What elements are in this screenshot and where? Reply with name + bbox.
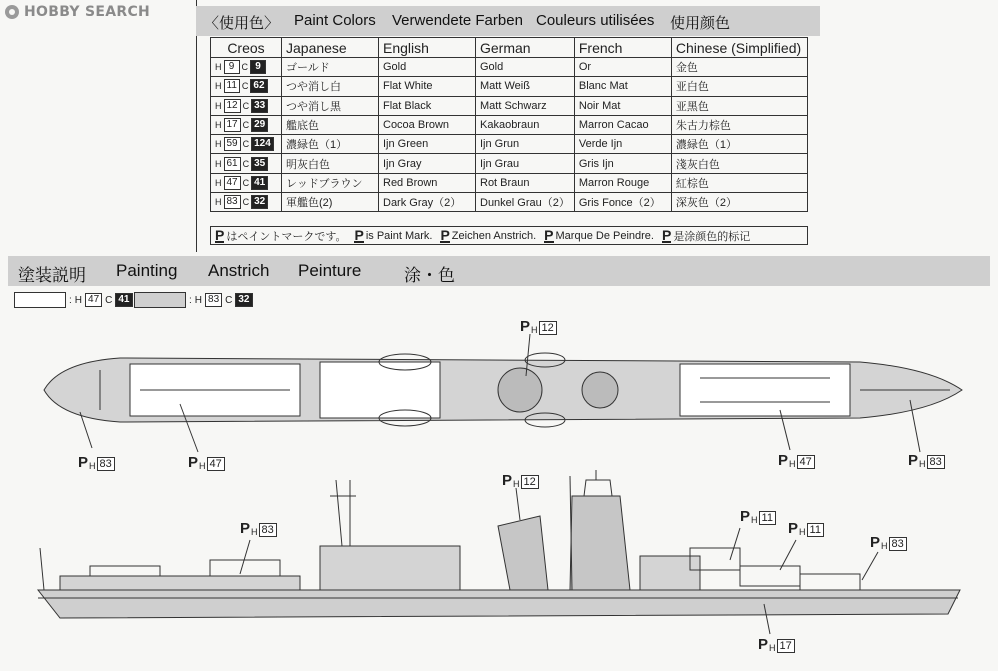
h-code: 9 xyxy=(224,60,240,74)
h-prefix: H xyxy=(215,139,222,150)
german-cell: Kakaobraun xyxy=(476,115,575,134)
paint-callout xyxy=(778,452,815,469)
english-cell: Flat White xyxy=(379,77,476,96)
chinese-cell: 亚白色 xyxy=(671,77,807,96)
german-cell: Matt Schwarz xyxy=(476,96,575,115)
col-german: German xyxy=(476,38,575,58)
ship-side-view xyxy=(38,470,960,634)
callout-number: 83 xyxy=(97,457,115,471)
callout-number: 83 xyxy=(927,455,945,469)
chinese-cell: 朱古力棕色 xyxy=(671,115,807,134)
h-prefix: H xyxy=(199,461,206,471)
h-prefix: H xyxy=(789,459,796,469)
h-prefix: H xyxy=(919,459,926,469)
c-prefix: C xyxy=(242,120,250,131)
h-prefix: H xyxy=(215,62,222,73)
legend-en: is Paint Mark. xyxy=(365,229,433,242)
h-prefix: H xyxy=(513,479,520,489)
callout-number: 83 xyxy=(259,523,277,537)
french-cell: Gris Ijn xyxy=(574,154,671,173)
h-code: 12 xyxy=(224,99,241,113)
c-code: 62 xyxy=(250,79,267,93)
h-prefix: H xyxy=(881,541,888,551)
callout-number: 11 xyxy=(807,523,824,537)
german-cell: Gold xyxy=(476,58,575,77)
japanese-cell: つや消し白 xyxy=(282,77,379,96)
paint-callout xyxy=(758,636,795,653)
paint-mark-icon: P xyxy=(544,226,554,243)
paint-mark-icon: P xyxy=(440,226,450,243)
paint-callout xyxy=(240,520,277,537)
painting-title-jp: 塗装説明 xyxy=(18,266,86,285)
title-fr: Couleurs utilisées xyxy=(536,12,655,29)
c-code: 32 xyxy=(235,293,252,307)
japanese-cell: 濃緑色（1） xyxy=(282,135,379,154)
german-cell: Matt Weiß xyxy=(476,77,575,96)
h-prefix: H xyxy=(531,325,538,335)
english-cell: Flat Black xyxy=(379,96,476,115)
chinese-cell: 紅棕色 xyxy=(671,173,807,192)
paint-mark-icon: P xyxy=(520,318,531,335)
c-code: 41 xyxy=(251,176,268,190)
swatch-legend-1: : H 47 C 41 xyxy=(14,292,133,308)
german-cell: Rot Braun xyxy=(476,173,575,192)
callout-number: 47 xyxy=(207,457,225,471)
paint-callout xyxy=(870,534,907,551)
french-cell: Verde Ijn xyxy=(574,135,671,154)
h-prefix: H xyxy=(799,527,806,537)
c-prefix: C xyxy=(241,81,249,92)
h-code: 47 xyxy=(85,293,102,307)
paint-callout xyxy=(788,520,824,537)
chinese-cell: 金色 xyxy=(671,58,807,77)
c-prefix: C xyxy=(242,197,250,208)
paint-mark-icon: P xyxy=(870,534,881,551)
english-cell: Ijn Green xyxy=(379,135,476,154)
paint-callout xyxy=(502,472,539,489)
c-code: 41 xyxy=(115,293,132,307)
paint-mark-icon: P xyxy=(188,454,199,471)
c-prefix: C xyxy=(242,158,250,169)
callout-number: 11 xyxy=(759,511,776,525)
french-cell: Gris Fonce（2） xyxy=(574,193,671,212)
col-creos: Creos xyxy=(211,38,282,58)
c-prefix: C xyxy=(242,177,250,188)
legend-cn: 是涂颜色的标记 xyxy=(673,230,751,243)
paint-mark-icon: P xyxy=(502,472,513,489)
chinese-cell: 亚黑色 xyxy=(671,96,807,115)
painting-title-fr: Peinture xyxy=(298,261,362,280)
paint-callout xyxy=(908,452,945,469)
legend-jp: はペイントマークです。 xyxy=(226,230,347,243)
japanese-cell: ゴールド xyxy=(282,58,379,77)
h-prefix: H xyxy=(215,120,222,131)
h-code: 83 xyxy=(205,293,222,307)
painting-title-cn: 涂・色 xyxy=(404,266,455,285)
callout-number: 12 xyxy=(521,475,539,489)
c-code: 124 xyxy=(251,137,274,151)
paint-mark-icon: P xyxy=(78,454,89,471)
japanese-cell: レッドブラウン xyxy=(282,173,379,192)
col-french: French xyxy=(574,38,671,58)
french-cell: Marron Cacao xyxy=(574,115,671,134)
c-prefix: C xyxy=(241,62,248,73)
h-code: 17 xyxy=(224,118,241,132)
swatch-legend-2: : H 83 C 32 xyxy=(134,292,253,308)
c-prefix: C xyxy=(242,139,250,150)
c-prefix: C xyxy=(225,294,233,306)
paint-callout xyxy=(78,454,115,471)
h-prefix: H xyxy=(194,294,203,306)
callout-number: 83 xyxy=(889,537,907,551)
h-prefix: H xyxy=(89,461,96,471)
paint-mark-icon: P xyxy=(758,636,769,653)
c-code: 29 xyxy=(251,118,268,132)
english-cell: Gold xyxy=(379,58,476,77)
english-cell: Red Brown xyxy=(379,173,476,192)
legend-de: Zeichen Anstrich. xyxy=(451,229,537,242)
chinese-cell: 濃緑色（1） xyxy=(671,135,807,154)
c-code: 32 xyxy=(251,195,268,209)
title-de: Verwendete Farben xyxy=(392,12,523,29)
german-cell: Ijn Grun xyxy=(476,135,575,154)
c-prefix: C xyxy=(242,100,250,111)
paint-mark-icon: P xyxy=(354,226,364,243)
col-japanese: Japanese xyxy=(282,38,379,58)
c-prefix: C xyxy=(105,294,113,306)
title-jp: 〈使用色〉 xyxy=(204,15,280,32)
title-cn: 使用颜色 xyxy=(670,15,731,32)
h-code: 61 xyxy=(224,157,241,171)
col-english: English xyxy=(379,38,476,58)
chinese-cell: 淺灰白色 xyxy=(671,154,807,173)
french-cell: Or xyxy=(574,58,671,77)
french-cell: Noir Mat xyxy=(574,96,671,115)
watermark-text: HOBBY SEARCH xyxy=(24,4,151,20)
c-code: 9 xyxy=(250,60,266,74)
painting-title-en: Painting xyxy=(116,261,178,280)
japanese-cell: 軍艦色(2) xyxy=(282,193,379,212)
h-prefix: H xyxy=(751,515,758,525)
english-cell: Cocoa Brown xyxy=(379,115,476,134)
title-en: Paint Colors xyxy=(294,12,376,29)
paint-mark-icon: P xyxy=(740,508,751,525)
h-prefix: H xyxy=(215,177,222,188)
painting-title-de: Anstrich xyxy=(208,261,270,280)
c-code: 35 xyxy=(251,157,268,171)
callout-number: 17 xyxy=(777,639,795,653)
german-cell: Ijn Grau xyxy=(476,154,575,173)
h-prefix: H xyxy=(251,527,258,537)
c-code: 33 xyxy=(251,99,268,113)
english-cell: Ijn Gray xyxy=(379,154,476,173)
chinese-cell: 深灰色（2） xyxy=(671,193,807,212)
japanese-cell: つや消し黒 xyxy=(282,96,379,115)
french-cell: Marron Rouge xyxy=(574,173,671,192)
callout-number: 12 xyxy=(539,321,557,335)
h-prefix: H xyxy=(215,158,222,169)
paint-callout xyxy=(188,454,225,471)
h-prefix: H xyxy=(215,100,222,111)
paint-callout xyxy=(740,508,776,525)
paint-mark-icon: P xyxy=(788,520,799,537)
french-cell: Blanc Mat xyxy=(574,77,671,96)
legend-fr: Marque De Peindre. xyxy=(555,229,654,242)
japanese-cell: 明灰白色 xyxy=(282,154,379,173)
english-cell: Dark Gray（2） xyxy=(379,193,476,212)
paint-mark-icon: P xyxy=(778,452,789,469)
h-code: 11 xyxy=(224,79,240,93)
paint-mark-icon: P xyxy=(661,226,672,243)
h-code: 47 xyxy=(224,176,241,190)
japanese-cell: 艦底色 xyxy=(282,115,379,134)
paint-mark-icon: P xyxy=(215,226,225,243)
h-prefix: H xyxy=(215,81,222,92)
ship-top-view xyxy=(44,334,962,452)
callout-number: 47 xyxy=(797,455,815,469)
h-code: 59 xyxy=(224,137,241,151)
h-prefix: H xyxy=(769,643,776,653)
paint-mark-icon: P xyxy=(908,452,919,469)
h-code: 83 xyxy=(224,195,241,209)
h-prefix: H xyxy=(74,294,83,306)
col-chinese: Chinese (Simplified) xyxy=(671,38,807,58)
paint-callout xyxy=(520,318,557,335)
paint-mark-icon: P xyxy=(240,520,251,537)
german-cell: Dunkel Grau（2） xyxy=(476,193,575,212)
h-prefix: H xyxy=(215,197,222,208)
